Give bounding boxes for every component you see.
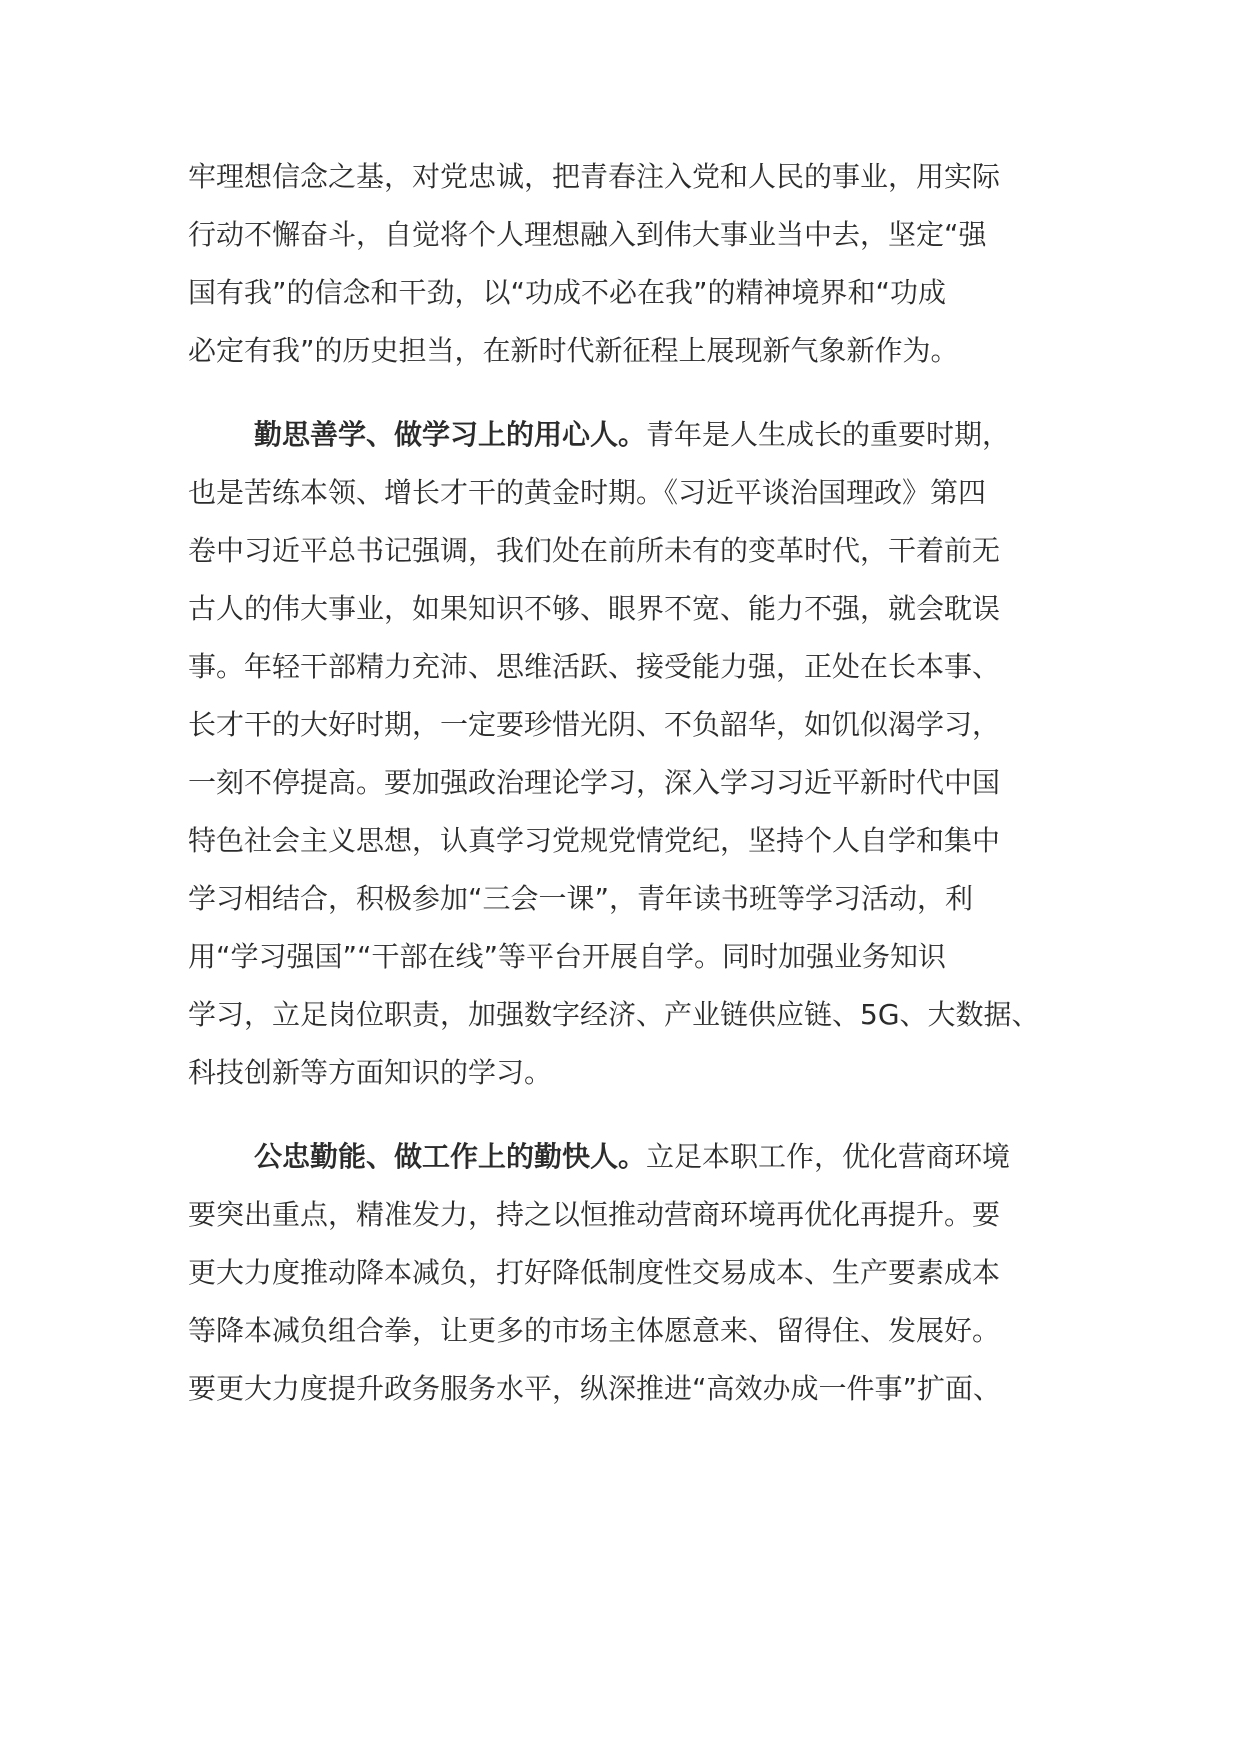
text-line: 特色社会主义思想，认真学习党规党情党纪，坚持个人自学和集中 (188, 824, 1001, 857)
text-line: 等降本减负组合拳，让更多的市场主体愿意来、留得住、发展好。 (188, 1314, 1001, 1347)
text-line: 用“学习强国”“干部在线”等平台开展自学。同时加强业务知识 (188, 940, 947, 973)
text-line: 要更大力度提升政务服务水平，纵深推进“高效办成一件事”扩面、 (188, 1372, 1002, 1405)
text-line: 更大力度推动降本减负，打好降低制度性交易成本、生产要素成本 (188, 1256, 1001, 1289)
text-line: 长才干的大好时期，一定要珍惜光阴、不负韶华，如饥似渴学习， (188, 708, 1001, 741)
text-line: 一刻不停提高。要加强政治理论学习，深入学习习近平新时代中国 (188, 766, 1001, 799)
text-line: 科技创新等方面知识的学习。 (188, 1056, 553, 1089)
paragraph-lead-text: 立足本职工作，优化营商环境 (646, 1140, 1011, 1173)
text-line: 学习相结合，积极参加“三会一课”，青年读书班等学习活动，利 (188, 882, 974, 915)
paragraph-lead-text: 青年是人生成长的重要时期， (646, 418, 1011, 451)
paragraph-heading: 公忠勤能、做工作上的勤快人。 (254, 1140, 647, 1173)
paragraph-heading: 勤思善学、做学习上的用心人。 (254, 418, 647, 451)
text-line: 必定有我”的历史担当，在新时代新征程上展现新气象新作为。 (188, 334, 959, 367)
text-line: 要突出重点，精准发力，持之以恒推动营商环境再优化再提升。要 (188, 1198, 1001, 1231)
text-line: 古人的伟大事业，如果知识不够、眼界不宽、能力不强，就会耽误 (188, 592, 1001, 625)
text-line: 行动不懈奋斗，自觉将个人理想融入到伟大事业当中去，坚定“强 (188, 218, 987, 251)
text-line: 国有我”的信念和干劲，以“功成不必在我”的精神境界和“功成 (188, 276, 947, 309)
text-line: 学习，立足岗位职责，加强数字经济、产业链供应链、5G、大数据、 (188, 998, 1040, 1031)
paragraph-first-line (254, 415, 1010, 455)
text-line: 牢理想信念之基，对党忠诚，把青春注入党和人民的事业，用实际 (188, 160, 1001, 193)
text-line: 也是苦练本领、增长才干的黄金时期。《习近平谈治国理政》第四 (188, 476, 987, 509)
paragraph-first-line (254, 1137, 1010, 1177)
text-line: 卷中习近平总书记强调，我们处在前所未有的变革时代，干着前无 (188, 534, 1001, 567)
text-line: 事。年轻干部精力充沛、思维活跃、接受能力强，正处在长本事、 (188, 650, 1001, 683)
